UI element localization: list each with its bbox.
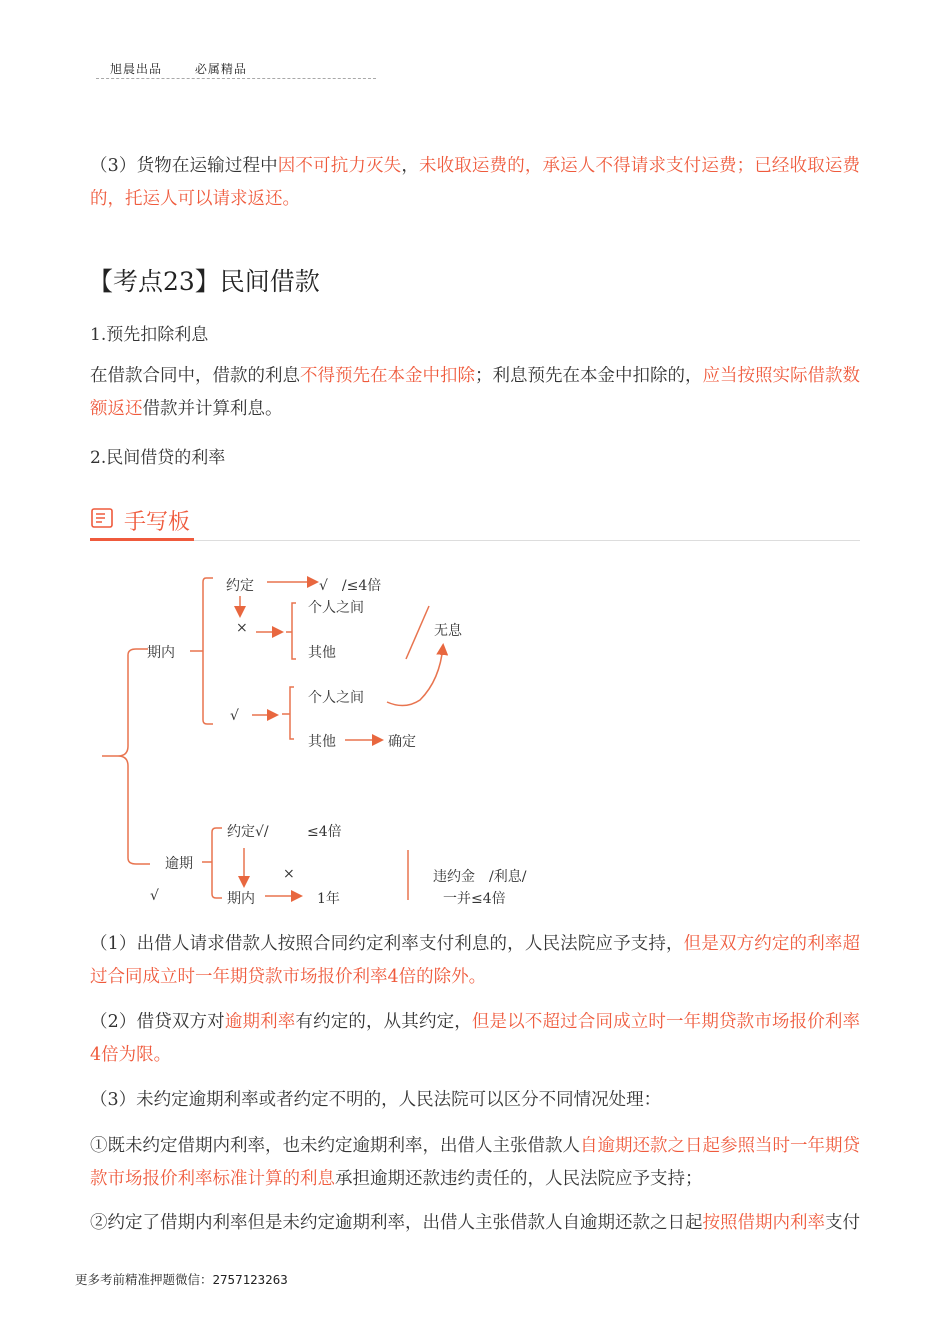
diagram-agreed: 约定 [226,578,254,594]
within-term-brace [190,578,213,724]
diagram-overdue: 逾期 [165,856,193,872]
body-text: （3）货物在运输过程中 [90,156,278,176]
diagram-cross-2: × [283,866,295,882]
paragraph-prededuct [90,360,860,426]
body-text: 在借款合同中，借款的利息 [90,366,300,386]
paragraph-transport [90,150,860,216]
diagram-penalty: 违约金 /利息/ [433,869,527,885]
body-text: 有约定的，从其约定， [295,1012,472,1032]
diagram-no-interest: 无息 [434,623,462,639]
body-text: ；利息预先在本金中扣除的， [475,366,703,386]
body-text: 支付 [825,1213,860,1233]
page-header [110,60,275,77]
highlighted-text: 因不可抗力灭失 [277,156,402,176]
diagram-agreed-result: √ /≤4倍 [319,578,382,594]
diagram-overdue-agreed: 约定√/ [227,824,269,840]
diagram-check-1: √ [230,708,239,724]
paragraph-rule-3 [90,1084,860,1117]
paragraph-rule-3a [90,1130,860,1196]
body-text: （1）出借人请求借款人按照合同约定利率支付利息的，人民法院应予支持， [90,934,684,954]
highlighted-text: 应当按照实际借款数额返还 [90,366,860,419]
overdue-brace [202,828,222,898]
diagram-combined-cap: 一并≤4倍 [443,891,506,907]
brand-left: 旭晨出品 [110,62,163,76]
diagram-check-2: √ [150,888,159,904]
diagram-between-individuals-2: 个人之间 [308,690,364,706]
diagram-others-1: 其他 [308,645,336,661]
main-brace [102,649,150,864]
check-brace [282,687,294,739]
highlighted-text: 未收取运费的，承运人不得请求支付运费；已经收取运费的，托运人可以请求返还。 [90,156,861,209]
diagram-determined: 确定 [388,734,416,750]
notepad-icon [90,507,114,533]
handwriting-board-header [90,502,860,541]
handwriting-board-label: 手写板 [124,509,191,535]
body-text: 借款并计算利息。 [142,399,283,419]
diagram-others-2: 其他 [308,734,336,750]
brand-right: 必属精品 [194,62,247,76]
highlighted-text: 自逾期还款之日起参照当时一年期贷款市场报价利率标准计算的利息 [90,1136,860,1189]
cropped-line-remnant [96,78,376,83]
body-text: （3）未约定逾期利率或者约定不明的，人民法院可以区分不同情况处理： [90,1090,662,1110]
cross-brace [286,603,296,659]
section-title: 【考点23】民间借款 [88,267,320,296]
diagram-within-term: 期内 [147,645,175,661]
body-text: （2）借贷双方对 [90,1012,225,1032]
diagram-within-term-2: 期内 [227,891,255,907]
diagram-overdue-cap: ≤4倍 [307,824,342,840]
highlighted-text: 但是双方约定的利率超过合同成立时一年期贷款市场报价利率4倍的除外。 [90,934,861,987]
handwriting-board-tab[interactable] [90,502,194,541]
paragraph-rule-3b [90,1207,860,1240]
diagram-cross-1: × [236,620,248,636]
diagram-between-individuals-1: 个人之间 [308,600,364,616]
body-text: ①既未约定借期内利率，也未约定逾期利率，出借人主张借款人 [90,1136,580,1156]
paragraph-rule-1 [90,928,860,994]
paragraph-rule-2 [90,1006,860,1072]
highlighted-text: 逾期利率 [224,1012,296,1032]
highlighted-text: 按照借期内利率 [702,1213,825,1233]
subheading-prededuct: 1.预先扣除利息 [90,325,209,345]
subheading-interest-rate: 2.民间借贷的利率 [90,448,226,468]
diagram-one-year: 1年 [317,891,340,907]
footer-contact: 更多考前精准押题微信：2757123263 [75,1272,288,1287]
body-text: ， [401,156,419,176]
body-text: 承担逾期还款违约责任的，人民法院应予支持； [335,1169,703,1189]
highlighted-text: 但是以不超过合同成立时一年期贷款市场报价利率4倍为限。 [90,1012,861,1065]
body-text: ②约定了借期内利率但是未约定逾期利率，出借人主张借款人自逾期还款之日起 [90,1213,703,1233]
highlighted-text: 不得预先在本金中扣除 [300,366,475,386]
